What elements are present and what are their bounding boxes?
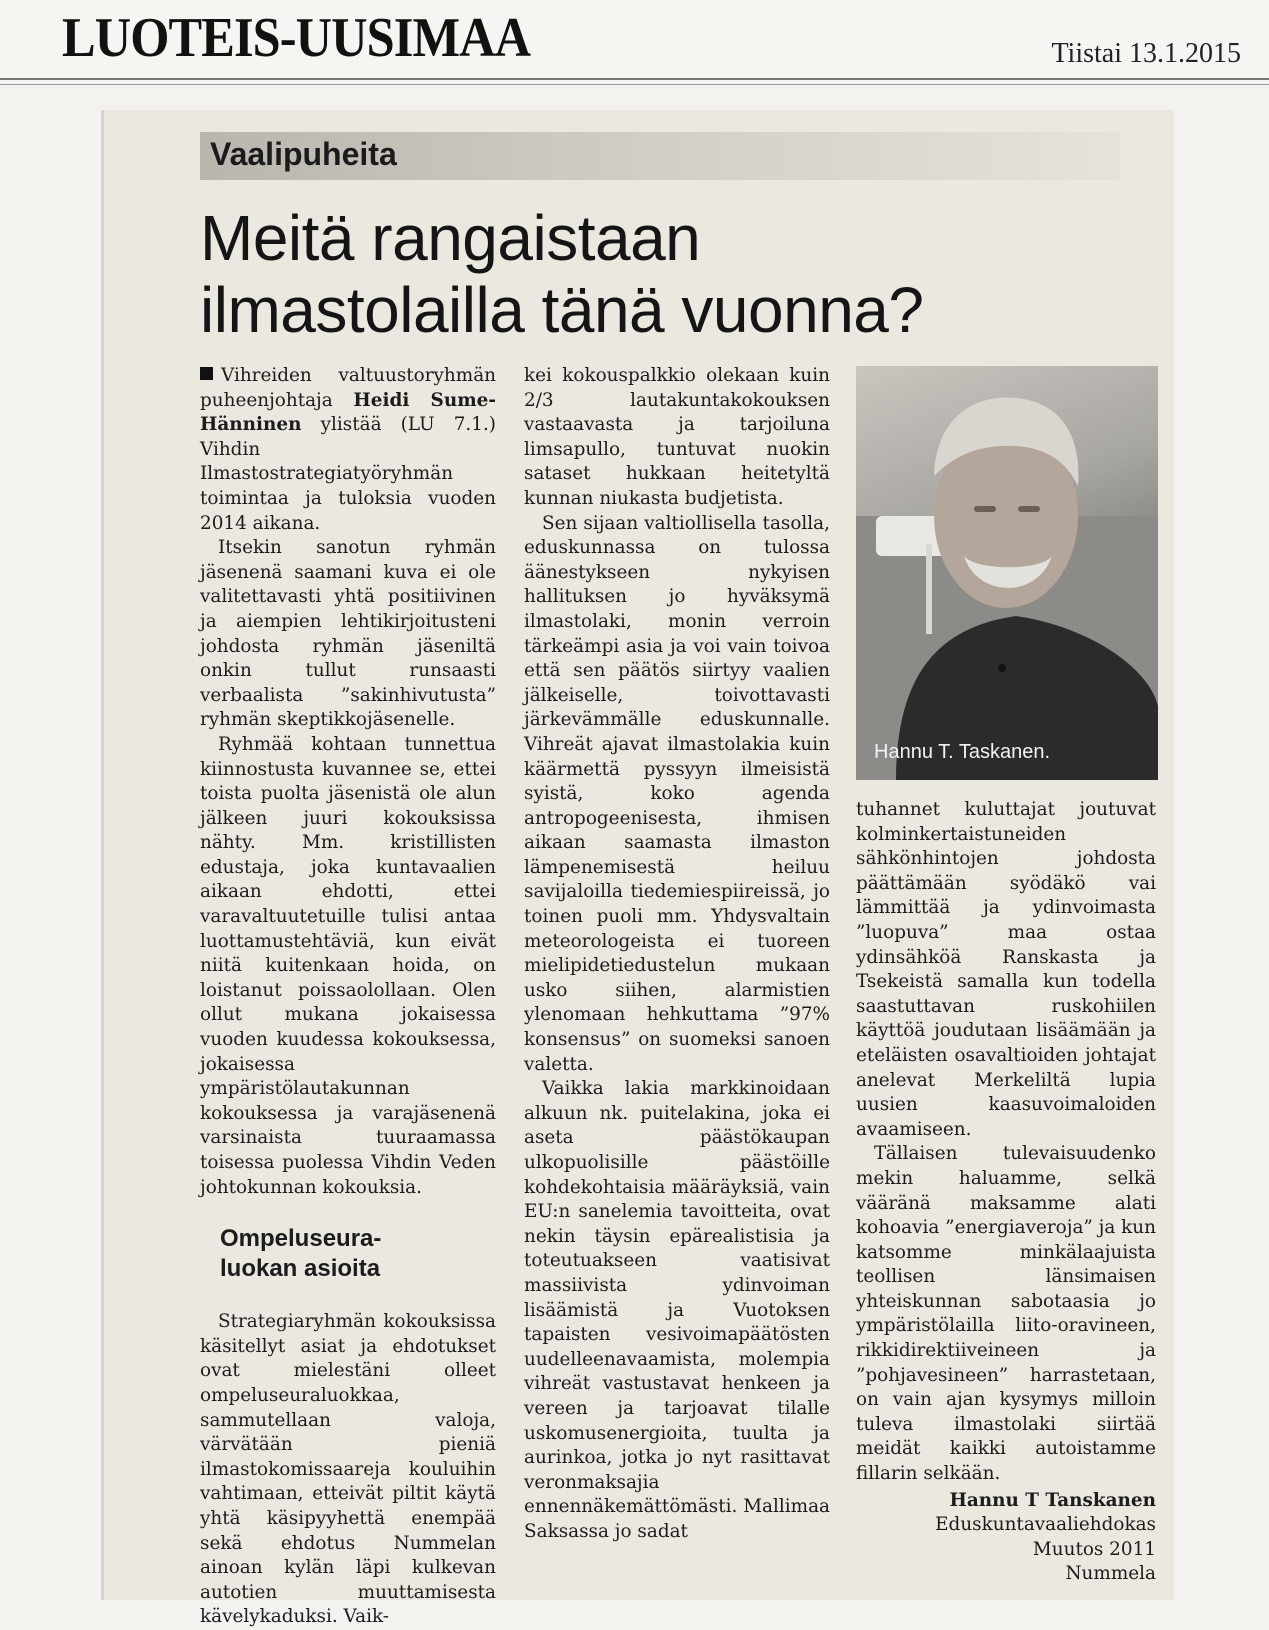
paragraph: Itsekin sanotun ryhmän jäsenenä saamani kuva ei ole valitettavasti yhtä positiivinen ja aiempien lehtikirjoitusteni johdosta ryhmän jäseniltä onkin tullut runsaasti verbaalista ”sakinhivutusta” ryhmän skeptikkojäsenelle. [200, 537, 496, 731]
paragraph: tuhannet kuluttajat joutuvat kolminkertaistuneiden sähkönhintojen johdosta päättämään syödäkö vai lämmittää ja ydinvoimasta ”luopuva” maa ostaa ydinsähköä Ranskasta ja Tsekeistä samalla kun todella saastuttavan ruskohiilen käyttöä joudutaan lisäämään ja eteläisten osavaltioiden johtajat anelevat Merkeliltä lupia uusien kaasuvoimaloiden avaamiseen. [856, 799, 1156, 1140]
masthead-rule [0, 78, 1269, 80]
column-2 [524, 364, 830, 1545]
kicker-band [200, 132, 1120, 180]
signature [856, 1489, 1156, 1587]
masthead-rule-thin [0, 84, 1269, 85]
column-1 [200, 364, 496, 1630]
paragraph: Strategiaryhmän kokouksissa käsitellyt asiat ja ehdotukset ovat mielestäni olleet ompeluseuraluokkaa, sammutellaan valoja, värvätään pieniä ilmastokomissaareja kouluihin vahtimaan, etteivät piltit käytä yhtä käsipyyhettä enempää sekä ehdotus Nummelan ainoan kylän läpi kulkevan autotien muuttamisesta kävelykaduksi. Vaik- [200, 1311, 496, 1628]
subheading-line-1: Ompeluseura- [220, 1225, 382, 1253]
column-3 [856, 798, 1156, 1587]
portrait-illustration [856, 366, 1158, 780]
paragraph: Sen sijaan valtiollisella tasolla, eduskunnassa on tulossa äänestykseen nykyisen hallituksen jo hyväksymä ilmastolaki, monin verroin tärkeämpi asia ja voi vain toivoa että sen päätös siirtyy vaalien jälkeiselle, toivottavasti järkevämmälle eduskunnalle. Vihreät ajavat ilmastolakia kuin käärmettä pyssyyn ilmeisistä syistä, koko agenda antropogeenisesta, ihmisen aikaan saamasta ilmaston lämpenemisestä heiluu savijaloilla tiedemiespiireissä, jo toinen puoli mm. Yhdysvaltain meteorologeista ei tuoreen mielipidetiedustelun mukaan usko siihen, alarmistien ylenomaan hehkuttama ”97% konsensus” on suomeksi sanoen valetta. [524, 512, 830, 1075]
photo-caption: Hannu T. Taskanen. [874, 741, 1051, 763]
subheading-line-2: luokan asioita [220, 1255, 381, 1283]
signature-party: Muutos 2011 [1032, 1538, 1156, 1560]
masthead [0, 0, 1269, 82]
signature-name-text: Hannu T Tanskanen [949, 1489, 1156, 1511]
signature-title: Eduskuntavaaliehdokas [935, 1514, 1156, 1536]
lead-text: Vihreiden valtuustoryhmän puheenjohtaja [200, 365, 496, 411]
bullet-square-icon [200, 367, 213, 380]
lead-text-rest: ylistää (LU 7.1.) Vihdin Ilmastostrategiatyöryhmän toimintaa ja tuloksia vuoden 2014 aikana. [200, 414, 496, 534]
kicker-label: Vaalipuheita [210, 136, 397, 172]
newspaper-name: LUOTEIS-UUSIMAA [62, 7, 531, 69]
headline-line-2: ilmastolailla tänä vuonna? [200, 274, 924, 346]
author-photo [856, 366, 1158, 780]
subheading [220, 1224, 496, 1284]
paragraph: Ryhmää kohtaan tunnettua kiinnostusta kuvannee se, ettei toista puolta jäsenistä ole alun jälkeen juuri kokouksissa nähty. Mm. kristillisten edustaja, joka kuntavaalien aikaan ehdotti, ettei varavaltuutetuille tulisi antaa luottamustehtäviä, kun eivät niitä kuitenkaan hoida, on loistanut poissaolollaan. Olen ollut mukana jokaisessa vuoden kuudessa kokouksessa, jokaisessa ympäristölautakunnan kokouksessa ja varajäsenenä varsinaista tuuraamassa toisessa puolessa Vihdin Veden johtokunnan kokouksia. [200, 733, 496, 1198]
publication-date: Tiistai 13.1.2015 [1051, 38, 1241, 69]
paragraph: Vaikka lakia markkinoidaan alkuun nk. puitelakina, joka ei aseta päästökaupan ulkopuolisille päästöille kohdekohtaisia määräyksiä, vain EU:n sanelemia tavoitteita, ovat nekin täysin epärealistisia ja toteutuakseen vaatisivat massiivista ydinvoiman lisäämistä ja Vuotoksen tapaisten vesivoimapäätösten uudelleenavaamista, molempia vihreät vastustavat henkeen ja vereen ja tarjoavat tilalle uskomusenergioita, tuulta ja aurinkoa, jotka jo nyt rasittavat veronmaksajia ennennäkemättömästi. Mallimaa Saksassa jo sadat [524, 1078, 831, 1542]
signature-location: Nummela [1065, 1563, 1156, 1585]
paragraph [200, 364, 496, 536]
person-name: Heidi Sume-Hänninen [200, 389, 496, 436]
headline [200, 202, 1140, 346]
headline-line-1: Meitä rangaistaan [200, 202, 701, 274]
paragraph: Tällaisen tulevaisuudenko mekin haluamme, selkä vääränä maksamme alati kohoavia ”energiaveroja” ja kun katsomme minkälaajuista teollisen länsimaisen yhteiskunnan sabotaasia jo ympäristölailla liito-oravineen, rikkidirektiiveineen ja ”pohjavesineen” harrastetaan, on vain ajan kysymys milloin tuleva ilmastolaki siirtää meidät kaikki autoistamme fillarin selkään. [856, 1143, 1156, 1485]
paragraph: kei kokouspalkkio olekaan kuin 2/3 lautakuntakokouksen vastaavasta ja tarjoiluna limsapullo, tuntuvat nuokin sataset hukkaan heitetyltä kunnan niukasta budjetista. [524, 365, 830, 509]
signature-name [856, 1489, 1156, 1514]
article-clipping [104, 110, 1174, 1628]
